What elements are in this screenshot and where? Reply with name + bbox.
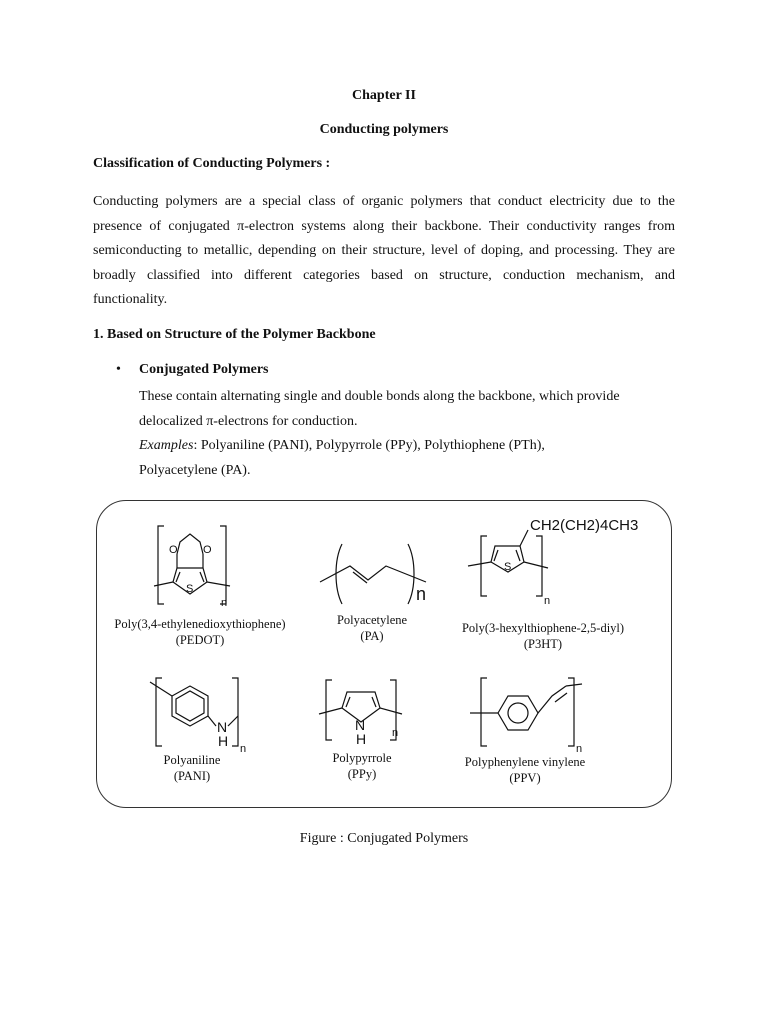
subscript-n: n xyxy=(221,597,228,609)
section-heading: 1. Based on Structure of the Polymer Backbone xyxy=(93,327,376,342)
examples-text: : Polyaniline (PANI), Polypyrrole (PPy), Polythiophene (PTh), xyxy=(193,438,545,453)
chapter-heading: Chapter II xyxy=(352,88,416,103)
examples-line xyxy=(139,434,679,459)
structure-abbr: (PPV) xyxy=(509,771,541,785)
structure-abbr: (PEDOT) xyxy=(175,633,225,647)
subscript-n: n xyxy=(240,743,247,755)
bullet-line: These contain alternating single and double bonds along the backbone, which provide xyxy=(139,389,620,404)
structure-name: Polyphenylene vinylene xyxy=(464,755,586,769)
bullet-line: delocalized π-electrons for conduction. xyxy=(139,413,358,429)
subscript-n: n xyxy=(416,584,427,604)
structure-abbr: (PA) xyxy=(360,629,384,643)
classification-heading: Classification of Conducting Polymers : xyxy=(93,156,331,171)
examples-line: Polyacetylene (PA). xyxy=(139,462,251,478)
intro-text: Conducting polymers are a special class of organic polymers that conduct electricity due to the presence of conjugated π-electron systems along their backbone. Their conductivity ranges from semiconducting to metallic, depending on their structure, level of doping, and processing. They are broadly classified into different categories based on structure, conduction mechanism, and functionality. xyxy=(93,194,675,307)
atom-label: N xyxy=(217,719,228,735)
atom-label: O xyxy=(169,544,178,556)
atom-label: H xyxy=(218,733,229,749)
structures-figure xyxy=(96,500,672,808)
subscript-n: n xyxy=(576,743,583,755)
bullet-title: Conjugated Polymers xyxy=(139,362,269,377)
intro-paragraph xyxy=(93,190,675,313)
pa-structure xyxy=(320,544,426,604)
structure-name: Poly(3-hexylthiophene-2,5-diyl) xyxy=(461,621,625,635)
structure-name: Polypyrrole xyxy=(332,751,392,765)
side-chain-label: CH2(CH2)4CH3 xyxy=(530,517,639,534)
atom-label: O xyxy=(203,544,212,556)
bullet-body xyxy=(139,385,679,483)
subscript-n: n xyxy=(392,727,399,739)
subscript-n: n xyxy=(544,595,551,607)
structure-name: Polyacetylene xyxy=(336,613,408,627)
structure-abbr: (PANI) xyxy=(173,769,211,783)
ppv-structure xyxy=(470,678,582,746)
bullet-marker: • xyxy=(116,362,121,377)
atom-label: S xyxy=(504,561,512,573)
atom-label: S xyxy=(186,583,194,595)
chapter-subtitle: Conducting polymers xyxy=(319,122,449,137)
figure-caption: Figure : Conjugated Polymers xyxy=(299,831,469,846)
structure-abbr: (PPy) xyxy=(347,767,377,781)
structure-name: Polyaniline xyxy=(163,753,221,767)
examples-label: Examples xyxy=(139,438,194,453)
atom-label: H xyxy=(356,731,367,747)
atom-label: N xyxy=(355,717,366,733)
structure-name: Poly(3,4-ethylenedioxythiophene) xyxy=(114,617,286,631)
structure-abbr: (P3HT) xyxy=(523,637,563,651)
